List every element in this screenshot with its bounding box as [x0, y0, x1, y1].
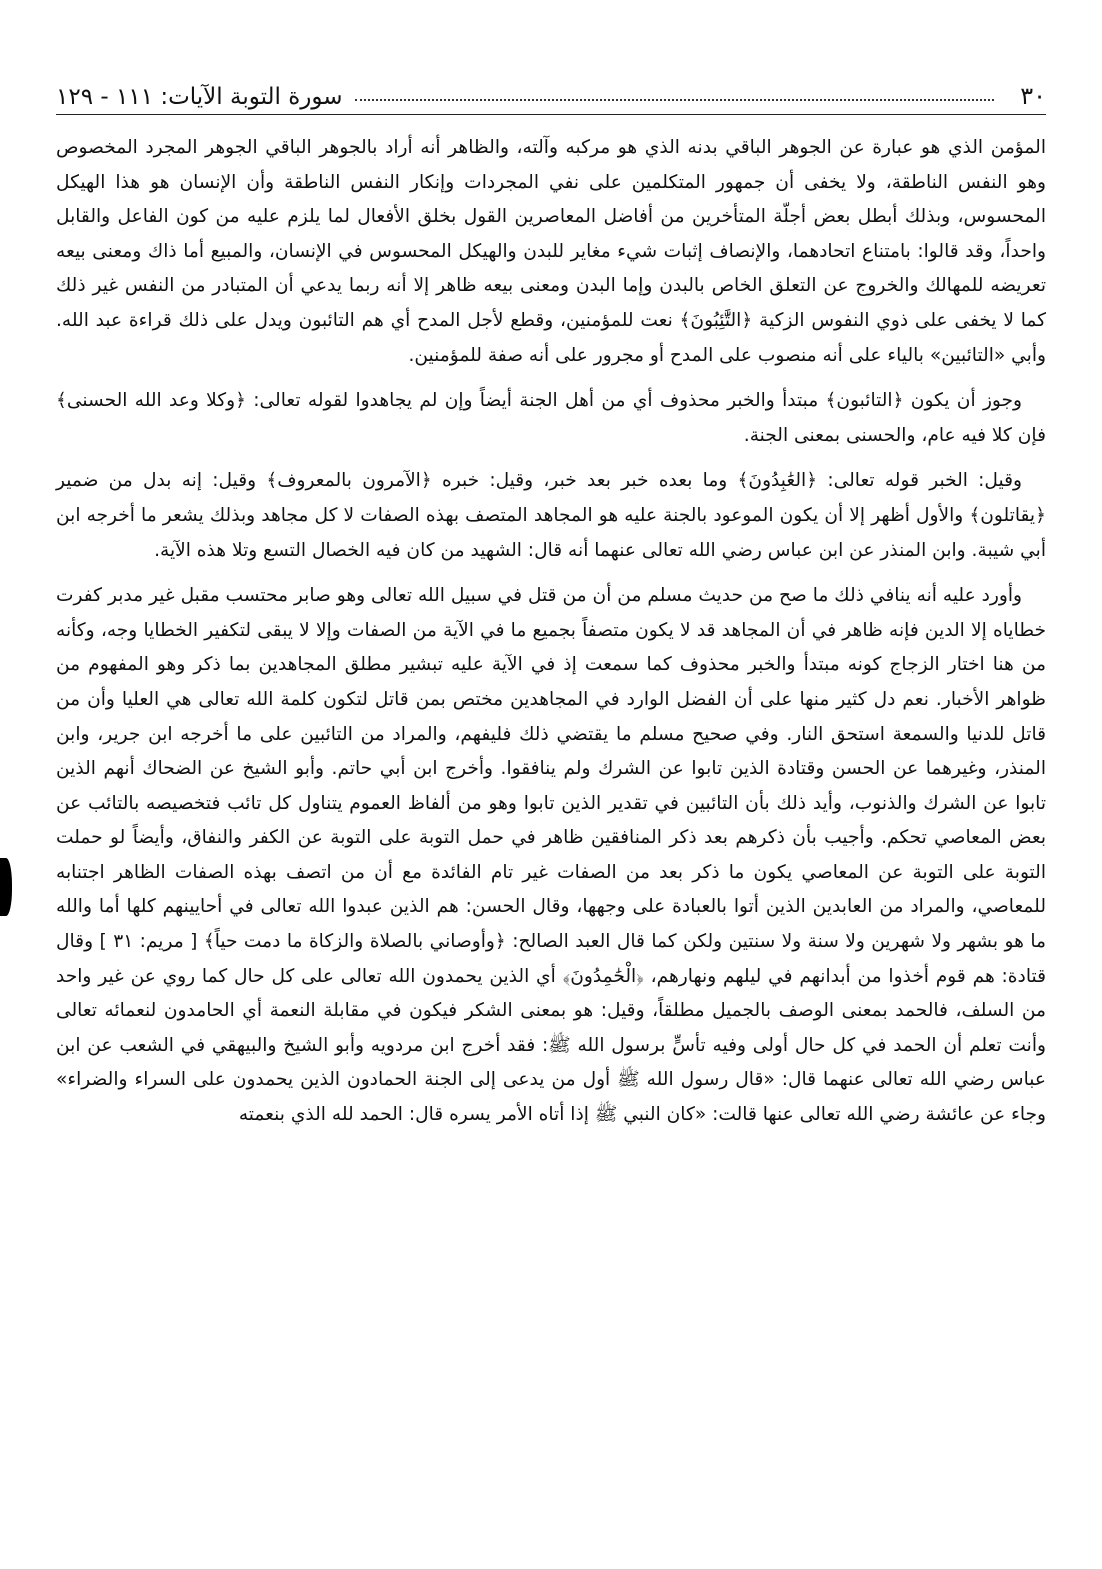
document-page — [56, 70, 1046, 1550]
page-body — [56, 131, 1046, 1133]
header-dot-leader — [355, 99, 995, 101]
running-title: سورة التوبة الآيات: ١١١ - ١٢٩ — [56, 84, 343, 110]
paragraph-1: المؤمن الذي هو عبارة عن الجوهر الباقي بدنه الذي هو مركبه وآلته، والظاهر أنه أراد بالجوهر الباقي الجوهر المجرد المخصوص وهو النفس الناطقة، ولا يخفى أن جمهور المتكلمين على نفي المجردات وإنكار النفس الناطقة وأن الإنسان هو هذا الهيكل المحسوس، وبذلك أبطل بعض أجلّة المتأخرين من أفاضل المعاصرين القول بخلق الأفعال لما يلزم عليه من كون الفاعل والقابل واحداً، وقد قالوا: بامتناع اتحادهما، والإنصاف إثبات شيء مغاير للبدن والهيكل المحسوس في الإنسان، والمبيع أما ذاك ومعنى بيعه تعريضه للمهالك والخروج عن التعلق الخاص بالبدن وإما البدن ومعنى بيعه ظاهر إلا أنه ربما يدعي أن المتبادر من النفس غير ذلك كما لا يخفى على ذوي النفوس الزكية ﴿التَّٰئِبُونَ﴾ نعت للمؤمنين، وقطع لأجل المدح أي هم التائبون ويدل على ذلك قراءة عبد الله. وأبي «التائبين» بالياء على أنه منصوب على المدح أو مجرور على أنه صفة للمؤمنين. — [56, 137, 1046, 366]
paragraph-3: وقيل: الخبر قوله تعالى: ﴿العَٰبِدُونَ﴾ وما بعده خبر بعد خبر، وقيل: خبره ﴿الآمرون بالمعروف﴾ وقيل: إنه بدل من ضمير ﴿يقاتلون﴾ والأول أظهر إلا أن يكون الموعود بالجنة عليه هو المجاهد المتصف بهذه الصفات لا كل مجاهد وبذلك يشعر ما أخرجه ابن أبي شيبة. وابن المنذر عن ابن عباس رضي الله تعالى عنهما أنه قال: الشهيد من كان فيه الخصال التسع وتلا هذه الآية. — [56, 470, 1046, 561]
paragraph-4: وأورد عليه أنه ينافي ذلك ما صح من حديث مسلم من أن من قتل في سبيل الله تعالى وهو صابر محتسب مقبل غير مدبر كفرت خطاياه إلا الدين فإنه ظاهر في أن المجاهد قد لا يكون متصفاً بجميع ما في الآية من الصفات وإلا لا يبقى لتكفير الخطايا وجه، وكأنه من هنا اختار الزجاج كونه مبتدأ والخبر محذوف كما سمعت إذ في الآية عليه تبشير مطلق المجاهدين بما ذكر وهو المفهوم من ظواهر الأخبار. نعم دل كثير منها على أن الفضل الوارد في المجاهدين مختص بمن قاتل لتكون كلمة الله تعالى هي العليا وأن من قاتل للدنيا والسمعة استحق النار. وفي صحيح مسلم ما يقتضي ذلك فليفهم، والمراد من التائبين على ما أخرجه ابن جرير، وابن المنذر، وغيرهما عن الحسن وقتادة الذين تابوا عن الشرك ولم ينافقوا. وأخرج ابن أبي حاتم. وأبو الشيخ عن الضحاك أنهم الذين تابوا عن الشرك والذنوب، وأيد ذلك بأن التائبين في تقدير الذين تابوا وهو من ألفاظ العموم يتناول كل تائب فتخصيصه بالتائب عن بعض المعاصي تحكم. وأجيب بأن ذكرهم بعد ذكر المنافقين ظاهر في حمل التوبة على التوبة عن الكفر والنفاق، وأيضاً لو حملت التوبة على التوبة عن المعاصي يكون ما ذكر بعد من الصفات غير تام الفائدة مع أن من اتصف بهذه الصفات الظاهر اجتنابه للمعاصي، والمراد من العابدين الذين أتوا بالعبادة على وجهها، وقال الحسن: هم الذين عبدوا الله تعالى في أحايينهم كلها أما والله ما هو بشهر ولا شهرين ولا سنة ولا سنتين ولكن كما قال العبد الصالح: ﴿وأوصاني بالصلاة والزكاة ما دمت حياً﴾ [ مريم: ٣١ ] وقال قتادة: هم قوم أخذوا من أبدانهم في ليلهم ونهارهم، ﴿الْحَٰمِدُونَ﴾ أي الذين يحمدون الله تعالى على كل حال كما روي عن غير واحد من السلف، فالحمد بمعنى الوصف بالجميل مطلقاً، وقيل: هو بمعنى الشكر فيكون في مقابلة النعمة أي الحامدون لنعمائه تعالى وأنت تعلم أن الحمد في كل حال أولى وفيه تأسٍّ برسول الله ﷺ: فقد أخرج ابن مردويه وأبو الشيخ والبيهقي في الشعب عن ابن عباس رضي الله تعالى عنهما قال: «قال رسول الله ﷺ أول من يدعى إلى الجنة الحمادون الذين يحمدون على السراء والضراء» وجاء عن عائشة رضي الله تعالى عنها قالت: «كان النبي ﷺ إذا أتاه الأمر يسره قال: الحمد لله الذي بنعمته — [56, 585, 1046, 1126]
binding-edge-mark — [0, 858, 12, 916]
page-number: ٣٠ — [1020, 82, 1046, 110]
paragraph-2: وجوز أن يكون ﴿التائبون﴾ مبتدأ والخبر محذوف أي من أهل الجنة أيضاً وإن لم يجاهدوا لقوله تعالى: ﴿وكلا وعد الله الحسنى﴾ فإن كلا فيه عام، والحسنى بمعنى الجنة. — [56, 390, 1046, 446]
page-header — [56, 70, 1046, 115]
